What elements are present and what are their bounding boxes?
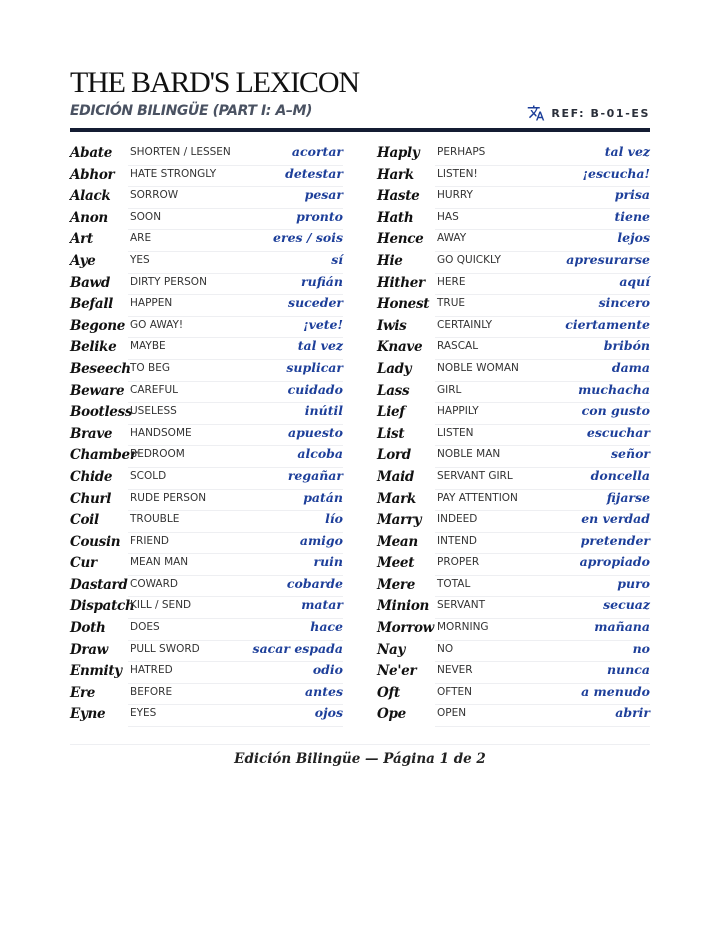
entry-term: Ne'er: [377, 663, 417, 680]
entry-term: Chamber: [70, 447, 137, 464]
entry-meaning: NOBLE MAN: [437, 448, 501, 461]
page-title: THE BARD'S LEXICON: [70, 66, 359, 99]
entry-spanish: cuidado: [287, 381, 343, 397]
glossary-entry: [70, 188, 343, 210]
entry-spanish: ciertamente: [565, 316, 650, 332]
entry-term: Draw: [70, 641, 108, 658]
entry-term: Enmity: [70, 663, 122, 680]
entry-meaning: INDEED: [437, 513, 478, 526]
glossary-entry: [70, 620, 343, 642]
entry-spanish: ojos: [314, 705, 343, 721]
entry-term: Hither: [377, 274, 425, 291]
entry-meaning: NEVER: [437, 664, 473, 677]
entry-meaning: HAS: [437, 210, 459, 223]
glossary-entry: [70, 231, 343, 253]
entry-meaning: NO: [437, 642, 454, 655]
entry-meaning: CAREFUL: [130, 383, 179, 396]
entry-meaning: TO BEG: [130, 361, 170, 374]
page-footer: Edición Bilingüe — Página 1 de 2: [234, 751, 486, 767]
entry-term: Dastard: [70, 576, 128, 593]
glossary-entry: [377, 318, 650, 340]
glossary-entry: [70, 447, 343, 469]
glossary-entry: [377, 512, 650, 534]
entry-meaning: GO AWAY!: [130, 318, 184, 331]
entry-meaning: HERE: [437, 275, 466, 288]
entry-spanish: ¡escucha!: [582, 165, 650, 181]
page-subtitle: EDICIÓN BILINGÜE (PART I: A–M): [70, 103, 313, 119]
entry-term: Honest: [377, 296, 430, 313]
entry-term: Befall: [70, 296, 114, 313]
glossary-entry: [70, 339, 343, 361]
entry-spanish: en verdad: [581, 511, 650, 527]
entry-meaning: DIRTY PERSON: [130, 275, 207, 288]
entry-spanish: señor: [610, 446, 650, 462]
entry-spanish: sacar espada: [252, 640, 343, 656]
glossary-entry: [377, 469, 650, 491]
entry-spanish: lío: [325, 511, 343, 527]
entry-meaning: KILL / SEND: [130, 599, 192, 612]
entry-term: Brave: [70, 425, 113, 442]
entry-term: Art: [70, 231, 93, 248]
glossary-entry: [70, 469, 343, 491]
entry-spanish: con gusto: [581, 403, 650, 419]
entry-spanish: tal vez: [297, 338, 343, 354]
entry-term: Doth: [70, 620, 106, 637]
reference-label: REF: B-01-ES: [551, 106, 650, 120]
entry-meaning: YES: [130, 253, 150, 266]
entry-meaning: HATRED: [130, 664, 173, 677]
entry-term: Lady: [377, 360, 412, 377]
entry-meaning: FRIEND: [130, 534, 170, 547]
entry-term: Nay: [377, 641, 406, 658]
entry-spanish: pretender: [580, 532, 650, 548]
glossary-entry: [377, 642, 650, 664]
entry-spanish: rufián: [301, 273, 343, 289]
entry-term: Coil: [70, 512, 99, 529]
entry-spanish: cobarde: [286, 575, 343, 591]
entry-term: Mark: [377, 490, 416, 507]
glossary-entry: [70, 145, 343, 167]
entry-spanish: nunca: [607, 662, 650, 678]
glossary-entry: [70, 361, 343, 383]
glossary-entry: [377, 339, 650, 361]
entry-spanish: amigo: [299, 532, 343, 548]
glossary-entry: [70, 491, 343, 513]
glossary-entry: [377, 383, 650, 405]
entry-meaning: OFTEN: [437, 685, 473, 698]
glossary-entry: [377, 663, 650, 685]
entry-meaning: DOES: [130, 621, 160, 634]
entry-spanish: hace: [310, 619, 343, 635]
glossary-entry: [377, 253, 650, 275]
entry-term: Belike: [70, 339, 117, 356]
entry-spanish: tiene: [614, 208, 650, 224]
entry-term: Begone: [70, 317, 126, 334]
entry-term: Cur: [70, 555, 97, 572]
entry-spanish: secuaz: [603, 597, 650, 613]
entry-meaning: SCOLD: [130, 469, 167, 482]
reference-code: [527, 104, 650, 122]
entry-meaning: HURRY: [437, 189, 473, 202]
entry-term: Beseech: [70, 360, 131, 377]
entry-term: Bawd: [70, 274, 111, 291]
entry-term: Morrow: [377, 620, 434, 637]
entry-meaning: TRUE: [437, 297, 466, 310]
entry-meaning: HAPPEN: [130, 297, 173, 310]
entry-term: Haste: [377, 188, 420, 205]
entry-term: Anon: [70, 209, 108, 226]
entry-term: Iwis: [377, 317, 407, 334]
entry-term: Abate: [70, 145, 112, 161]
entry-meaning: MORNING: [437, 621, 489, 634]
entry-spanish: antes: [305, 683, 343, 699]
entry-spanish: sincero: [598, 295, 650, 311]
entry-spanish: muchacha: [578, 381, 650, 397]
entry-spanish: eres / sois: [273, 230, 343, 246]
glossary-entry: [377, 534, 650, 556]
glossary-entry: [70, 167, 343, 189]
glossary-entry: [377, 685, 650, 707]
entry-spanish: patán: [303, 489, 343, 505]
entry-meaning: GIRL: [437, 383, 462, 396]
entry-spanish: apuesto: [287, 424, 343, 440]
entry-term: Haply: [377, 145, 420, 161]
entry-spanish: apresurarse: [566, 251, 650, 267]
entry-term: Aye: [70, 252, 96, 269]
entry-meaning: CERTAINLY: [437, 318, 493, 331]
entry-spanish: doncella: [590, 467, 650, 483]
entry-spanish: ¡vete!: [303, 316, 343, 332]
glossary-entry: [377, 275, 650, 297]
entry-term: Dispatch: [70, 598, 135, 615]
glossary-entry: [70, 555, 343, 577]
glossary-entry: [377, 447, 650, 469]
entry-meaning: PERHAPS: [437, 146, 486, 158]
entry-spanish: puro: [617, 575, 650, 591]
glossary-entry: [70, 275, 343, 297]
entry-term: Mere: [377, 576, 416, 593]
glossary-columns: [70, 145, 650, 728]
entry-term: Churl: [70, 490, 112, 507]
entry-meaning: SHORTEN / LESSEN: [130, 146, 231, 158]
entry-meaning: HANDSOME: [130, 426, 192, 439]
glossary-entry: [377, 620, 650, 642]
entry-spanish: matar: [301, 597, 343, 613]
entry-spanish: lejos: [617, 230, 650, 246]
footer-divider: [70, 744, 650, 745]
entry-spanish: detestar: [285, 165, 343, 181]
entry-term: Maid: [377, 468, 415, 485]
glossary-entry: [377, 361, 650, 383]
glossary-entry: [70, 404, 343, 426]
entry-meaning: BEDROOM: [130, 448, 185, 461]
entry-term: Eyne: [70, 706, 106, 723]
entry-meaning: OPEN: [437, 707, 467, 720]
entry-meaning: MEAN MAN: [130, 556, 189, 569]
entry-spanish: suplicar: [286, 359, 343, 375]
entry-meaning: TROUBLE: [130, 513, 180, 526]
entry-term: Lord: [377, 447, 411, 464]
glossary-entry: [70, 598, 343, 620]
entry-spanish: a menudo: [581, 683, 650, 699]
entry-spanish: mañana: [594, 619, 650, 635]
translate-icon: [527, 104, 545, 122]
entry-term: Ere: [70, 684, 96, 701]
entry-spanish: abrir: [615, 705, 650, 721]
glossary-entry: [377, 491, 650, 513]
entry-spanish: escuchar: [586, 424, 650, 440]
entry-spanish: bribón: [603, 338, 650, 354]
glossary-entry: [70, 253, 343, 275]
entry-meaning: TOTAL: [437, 577, 471, 590]
glossary-entry: [70, 663, 343, 685]
entry-term: Bootless: [70, 404, 133, 421]
entry-term: Meet: [377, 555, 415, 572]
glossary-entry: [377, 296, 650, 318]
glossary-entry: [70, 210, 343, 232]
entry-term: Alack: [70, 188, 111, 205]
glossary-entry: [70, 318, 343, 340]
entry-meaning: USELESS: [130, 405, 177, 418]
entry-meaning: SOON: [130, 210, 162, 223]
glossary-entry: [377, 598, 650, 620]
entry-term: Oft: [377, 684, 400, 701]
entry-spanish: fijarse: [606, 489, 650, 505]
glossary-entry: [377, 231, 650, 253]
glossary-entry: [377, 404, 650, 426]
glossary-entry: [377, 555, 650, 577]
glossary-entry: [377, 167, 650, 189]
entry-meaning: BEFORE: [130, 685, 173, 698]
entry-meaning: COWARD: [130, 577, 178, 590]
entry-meaning: MAYBE: [130, 340, 166, 353]
entry-meaning: AWAY: [437, 232, 467, 245]
entry-meaning: LISTEN!: [437, 167, 478, 180]
header-divider: [70, 128, 650, 132]
entry-term: Cousin: [70, 533, 121, 550]
entry-term: Beware: [70, 382, 125, 399]
entry-spanish: ruin: [313, 554, 343, 570]
entry-spanish: dama: [611, 359, 650, 375]
entry-term: Hath: [377, 209, 414, 226]
entry-meaning: RASCAL: [437, 340, 479, 353]
entry-spanish: aquí: [619, 273, 650, 289]
entry-spanish: pronto: [296, 208, 343, 224]
entry-meaning: HATE STRONGLY: [130, 167, 217, 180]
entry-term: Hark: [377, 166, 414, 183]
entry-term: Lass: [377, 382, 410, 399]
glossary-entry: [70, 426, 343, 448]
entry-term: Lief: [377, 404, 405, 421]
glossary-entry: [377, 210, 650, 232]
entry-term: Mean: [377, 533, 418, 550]
glossary-entry: [377, 426, 650, 448]
entry-meaning: INTEND: [437, 534, 477, 547]
entry-spanish: acortar: [291, 144, 343, 159]
entry-meaning: LISTEN: [437, 426, 474, 439]
entry-meaning: GO QUICKLY: [437, 253, 501, 266]
entry-meaning: NOBLE WOMAN: [437, 361, 519, 374]
entry-spanish: prisa: [614, 187, 650, 203]
entry-spanish: pesar: [304, 187, 343, 203]
entry-spanish: tal vez: [604, 144, 650, 159]
entry-term: Abhor: [70, 166, 115, 183]
glossary-entry: [70, 577, 343, 599]
entry-meaning: SERVANT GIRL: [437, 469, 513, 482]
entry-meaning: ARE: [130, 232, 152, 245]
entry-term: Knave: [377, 339, 423, 356]
entry-term: List: [377, 425, 405, 442]
entry-term: Chide: [70, 468, 113, 485]
entry-spanish: inútil: [304, 403, 343, 419]
entry-meaning: SORROW: [130, 189, 179, 202]
entry-meaning: PULL SWORD: [130, 642, 200, 655]
entry-spanish: regañar: [287, 467, 343, 483]
entry-term: Hence: [377, 231, 424, 248]
entry-spanish: apropiado: [579, 554, 650, 570]
glossary-entry: [377, 577, 650, 599]
glossary-entry: [377, 145, 650, 167]
glossary-entry: [70, 296, 343, 318]
entry-meaning: EYES: [130, 707, 157, 720]
glossary-entry: [70, 642, 343, 664]
glossary-entry: [70, 706, 343, 728]
glossary-entry: [70, 685, 343, 707]
entry-meaning: PROPER: [437, 556, 480, 569]
entry-meaning: SERVANT: [437, 599, 485, 612]
glossary-entry: [70, 534, 343, 556]
entry-spanish: alcoba: [297, 446, 343, 462]
entry-term: Hie: [377, 252, 403, 269]
glossary-column-left: [70, 145, 343, 728]
entry-spanish: suceder: [288, 295, 343, 311]
entry-spanish: sí: [331, 251, 343, 267]
entry-spanish: odio: [312, 662, 343, 678]
entry-spanish: no: [632, 640, 650, 656]
entry-meaning: PAY ATTENTION: [437, 491, 518, 504]
glossary-column-right: [377, 145, 650, 728]
entry-meaning: RUDE PERSON: [130, 491, 207, 504]
entry-term: Marry: [377, 512, 422, 529]
glossary-entry: [70, 383, 343, 405]
glossary-entry: [377, 706, 650, 728]
entry-meaning: HAPPILY: [437, 405, 479, 418]
entry-term: Minion: [377, 598, 430, 615]
glossary-entry: [377, 188, 650, 210]
entry-term: Ope: [377, 706, 406, 723]
glossary-entry: [70, 512, 343, 534]
